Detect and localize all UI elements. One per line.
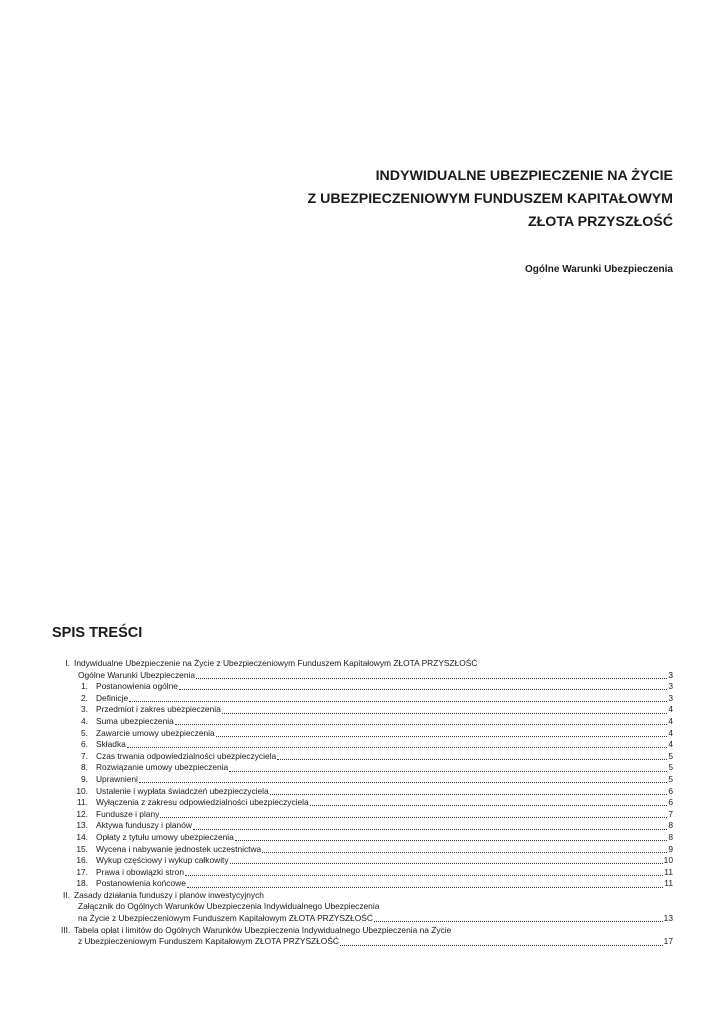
item-label: Ustalenie i wypłata świadczeń ubezpieczyciela — [96, 785, 269, 796]
page-number: 5 — [668, 773, 673, 784]
leader-dots — [277, 759, 667, 760]
toc-part-row[interactable] — [61, 658, 673, 670]
item-number: 1. — [81, 681, 88, 692]
leader-dots — [193, 829, 667, 830]
item-number: 4. — [81, 715, 88, 726]
toc-item[interactable] — [61, 855, 673, 867]
leader-dots — [270, 794, 668, 795]
page-number: 3 — [668, 681, 673, 692]
leader-dots — [160, 817, 667, 818]
item-label: Wycena i nabywanie jednostek uczestnictwa — [96, 843, 262, 854]
leader-dots — [216, 736, 668, 737]
part-title: z Ubezpieczeniowym Funduszem Kapitałowym ZŁOTA PRZYSZŁOŚĆ — [78, 936, 339, 947]
item-number: 16. — [76, 855, 88, 866]
item-number: 6. — [81, 739, 88, 750]
toc-part-row[interactable] — [61, 670, 673, 682]
leader-dots — [139, 782, 667, 783]
title-line: ZŁOTA PRZYSZŁOŚĆ — [527, 214, 673, 230]
leader-dots — [127, 747, 668, 748]
toc-item[interactable] — [61, 751, 673, 763]
toc-item[interactable] — [61, 693, 673, 705]
leader-dots — [185, 875, 663, 876]
leader-dots — [229, 771, 667, 772]
page-number: 6 — [668, 797, 673, 808]
item-label: Prawa i obowiązki stron — [96, 866, 184, 877]
page-number: 13 — [663, 913, 673, 924]
item-label: Czas trwania odpowiedzialności ubezpieczyciela — [96, 750, 277, 761]
item-label: Definicje — [96, 692, 129, 703]
part-title: Indywidualne Ubezpieczenie na Życie z Ubezpieczeniowym Funduszem Kapitałowym ZŁOTA PRZYSZŁOŚĆ — [74, 658, 478, 668]
page-number: 6 — [668, 785, 673, 796]
item-label: Składka — [96, 739, 126, 750]
item-number: 5. — [81, 727, 88, 738]
page-number: 11 — [664, 878, 673, 889]
part-title: Ogólne Warunki Ubezpieczenia — [78, 669, 195, 680]
leader-dots — [310, 805, 668, 806]
item-number: 9. — [81, 773, 88, 784]
part-title: na Życie z Ubezpieczeniowym Funduszem Kapitałowym ZŁOTA PRZYSZŁOŚĆ — [78, 913, 373, 924]
page-number: 11 — [664, 866, 673, 877]
title-line: Z UBEZPIECZENIOWYM FUNDUSZEM KAPITAŁOWYM — [307, 191, 673, 207]
item-number: 14. — [76, 831, 88, 842]
toc-part-row[interactable] — [61, 925, 673, 937]
leader-dots — [222, 713, 668, 714]
toc-item[interactable] — [61, 728, 673, 740]
toc-item[interactable] — [61, 786, 673, 798]
item-label: Przedmiot i zakres ubezpieczenia — [96, 704, 221, 715]
document-subtitle: Ogólne Warunki Ubezpieczenia — [525, 264, 673, 275]
toc-item[interactable] — [61, 762, 673, 774]
toc-item[interactable] — [61, 681, 673, 693]
part-numeral: II. — [63, 889, 70, 900]
item-number: 12. — [76, 808, 88, 819]
page-number: 3 — [668, 669, 673, 680]
leader-dots — [340, 945, 663, 946]
part-title: Tabela opłat i limitów do Ogólnych Warunków Ubezpieczenia Indywidualnego Ubezpieczenia na Życie — [74, 924, 452, 935]
page-number: 4 — [668, 715, 673, 726]
toc-item[interactable] — [61, 878, 673, 890]
page-number: 5 — [668, 750, 673, 761]
toc-item[interactable] — [61, 844, 673, 856]
page-number: 17 — [663, 936, 673, 947]
item-label: Opłaty z tytułu umowy ubezpieczenia — [96, 831, 234, 842]
part-numeral: III. — [61, 924, 71, 935]
leader-dots — [230, 863, 663, 864]
toc-part-row[interactable] — [61, 890, 673, 902]
item-number: 8. — [81, 762, 88, 773]
item-label: Aktywa funduszy i planów — [96, 820, 192, 831]
page-number: 4 — [668, 727, 673, 738]
leader-dots — [374, 921, 663, 922]
toc-item[interactable] — [61, 716, 673, 728]
item-label: Wykup częściowy i wykup całkowity — [96, 855, 229, 866]
item-label: Suma ubezpieczenia — [96, 715, 174, 726]
item-number: 15. — [76, 843, 88, 854]
leader-dots — [187, 887, 663, 888]
title-line: INDYWIDUALNE UBEZPIECZENIE NA ŻYCIE — [375, 168, 673, 184]
toc-item[interactable] — [61, 832, 673, 844]
part-title: Załącznik do Ogólnych Warunków Ubezpieczenia Indywidualnego Ubezpieczenia — [78, 901, 380, 912]
item-label: Wyłączenia z zakresu odpowiedzialności ubezpieczyciela — [96, 797, 309, 808]
page-number: 3 — [668, 692, 673, 703]
toc-item[interactable] — [61, 739, 673, 751]
page-number: 8 — [668, 831, 673, 842]
item-number: 17. — [76, 866, 88, 877]
item-label: Uprawnieni — [96, 773, 138, 784]
item-number: 3. — [81, 704, 88, 715]
part-title: Zasady działania funduszy i planów inwestycyjnych — [74, 889, 264, 900]
page-number: 7 — [668, 808, 673, 819]
item-number: 11. — [76, 797, 88, 808]
leader-dots — [262, 852, 667, 853]
leader-dots — [179, 689, 667, 690]
item-number: 7. — [81, 750, 88, 761]
page-number: 4 — [668, 739, 673, 750]
toc-heading: SPIS TREŚCI — [52, 625, 143, 641]
leader-dots — [196, 678, 667, 679]
item-number: 13. — [76, 820, 88, 831]
page-number: 5 — [668, 762, 673, 773]
page-number: 10 — [663, 855, 673, 866]
page-number: 8 — [668, 820, 673, 831]
item-label: Postanowienia ogólne — [96, 681, 178, 692]
toc-part-row[interactable] — [61, 901, 673, 913]
item-label: Postanowienia końcowe — [96, 878, 186, 889]
table-of-contents — [61, 658, 673, 948]
leader-dots — [175, 724, 668, 725]
part-numeral: I. — [65, 658, 70, 668]
leader-dots — [129, 701, 667, 702]
item-label: Rozwiązanie umowy ubezpieczenia — [96, 762, 229, 773]
toc-item[interactable] — [61, 704, 673, 716]
document-title — [308, 165, 673, 234]
toc-part-row[interactable] — [61, 913, 673, 925]
item-number: 18. — [76, 878, 88, 889]
item-label: Fundusze i plany — [96, 808, 160, 819]
page-number: 9 — [668, 843, 673, 854]
leader-dots — [235, 840, 668, 841]
toc-item[interactable] — [61, 809, 673, 821]
item-number: 10. — [76, 785, 88, 796]
item-number: 2. — [81, 692, 88, 703]
page-number: 4 — [668, 704, 673, 715]
toc-part-row[interactable] — [61, 936, 673, 948]
toc-item[interactable] — [61, 797, 673, 809]
item-label: Zawarcie umowy ubezpieczenia — [96, 727, 215, 738]
toc-item[interactable] — [61, 774, 673, 786]
toc-item[interactable] — [61, 820, 673, 832]
toc-items — [61, 681, 673, 890]
toc-item[interactable] — [61, 867, 673, 879]
